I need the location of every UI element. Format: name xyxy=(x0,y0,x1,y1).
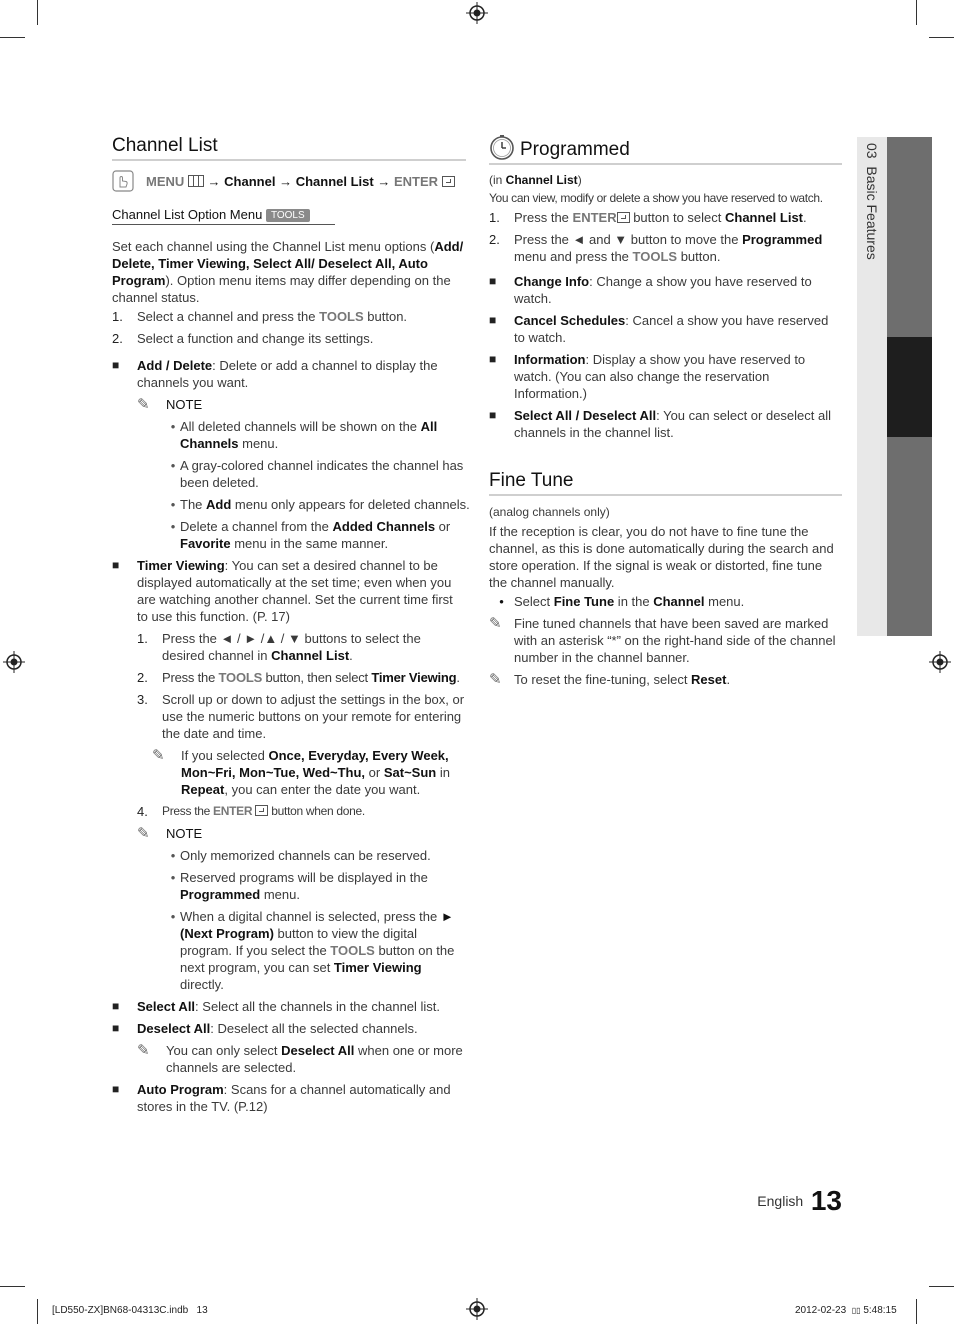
path-channel: Channel xyxy=(224,173,276,189)
registration-mark-icon xyxy=(3,651,25,673)
crop-mark xyxy=(37,1299,38,1324)
menu-path xyxy=(112,170,466,192)
option-menu-heading xyxy=(112,206,335,225)
sidebar-active-tab xyxy=(887,337,932,437)
list-item: ■ Information: Display a show you have reserved to watch. (You can also change the reservation Information.) xyxy=(489,352,806,401)
list-item: ■ Select All: Select all the channels in the channel list. xyxy=(112,999,441,1014)
note-pencil-icon: ✎ xyxy=(137,825,150,842)
crop-mark xyxy=(0,37,25,38)
enter-icon xyxy=(255,805,268,816)
page-number: 13 xyxy=(810,1185,842,1216)
list-item: ■ Timer Viewing: You can set a desired channel to be displayed automatically at the set time; even when you are watching another channel. Set the current time first to use this function. (P. 17) xyxy=(112,558,453,624)
note-item: ✎ To reset the fine-tuning, select Reset. xyxy=(489,671,731,688)
section-heading xyxy=(489,134,842,165)
crop-mark xyxy=(0,1286,25,1287)
path-enter: ENTER xyxy=(393,173,439,189)
programmed-section xyxy=(489,134,842,688)
crop-mark xyxy=(916,0,917,25)
list-item: 1. Press the ENTER button to select Channel List. xyxy=(489,210,807,225)
list-item: • Only memorized channels can be reserved. xyxy=(170,848,431,863)
list-item: 2. Select a function and change its settings. xyxy=(112,331,374,346)
intro-paragraph: Set each channel using the Channel List menu options (Add/ Delete, Timer Viewing, Select All/ Deselect All, Auto Program). Option menu items may differ depending on the channel status. xyxy=(112,239,464,305)
list-item: • A gray-colored channel indicates the channel has been deleted. xyxy=(170,458,464,490)
fine-tune-paragraph: If the reception is clear, you do not have to fine tune the channel, as this is done automatically during the search and store operation. If the signal is weak or distorted, fine tune the channel manually. xyxy=(489,524,834,590)
path-arrow: → xyxy=(377,173,391,189)
path-channel-list: Channel List xyxy=(295,173,374,189)
print-timestamp: 2012-02-23 ▯▯ 5:48:15 xyxy=(795,1305,897,1316)
note-pencil-icon: ✎ xyxy=(137,1042,150,1059)
list-item: ■ Select All / Deselect All: You can select or deselect all channels in the channel list. xyxy=(489,408,831,440)
list-item: 1. Press the ◄ / ► /▲ / ▼ buttons to select the desired channel in Channel List. xyxy=(137,631,421,663)
list-item: ■ Deselect All: Deselect all the selected channels. xyxy=(112,1021,418,1036)
enter-icon xyxy=(442,176,455,187)
list-item: 2. Press the ◄ and ▼ button to move the Programmed menu and press the TOOLS button. xyxy=(489,232,823,264)
page-footer xyxy=(700,1186,842,1216)
crop-mark xyxy=(916,1299,917,1324)
note-pencil-icon: ✎ xyxy=(489,671,502,688)
context-note: (in Channel List) xyxy=(489,173,582,187)
note-pencil-icon: ✎ xyxy=(137,396,150,413)
note-item: ✎ You can only select Deselect All when one or more channels are selected. xyxy=(137,1042,463,1075)
section-heading xyxy=(489,469,842,496)
list-item: 4. Press the ENTER button when done. xyxy=(137,804,365,819)
section-heading xyxy=(112,134,466,161)
list-item: 3. Scroll up or down to adjust the settings in the box, or use the numeric buttons on your remote for entering the date and time. xyxy=(137,692,465,741)
list-item: ■ Cancel Schedules: Cancel a show you have reserved to watch. xyxy=(489,313,829,345)
remote-hand-icon xyxy=(112,170,134,192)
print-slug: [LD550-ZX]BN68-04313C.indb 13 xyxy=(52,1305,208,1316)
sidebar-chapter-label xyxy=(863,143,881,260)
note-pencil-icon: ✎ xyxy=(489,615,502,632)
note-pencil-icon: ✎ xyxy=(152,747,165,764)
enter-icon xyxy=(617,212,630,223)
chapter-title: Basic Features xyxy=(864,166,880,260)
path-arrow: → xyxy=(207,173,221,189)
note-item: ✎ Fine tuned channels that have been saved are marked with an asterisk “*” on the right-hand side of the channel number in the channel banner. xyxy=(489,615,836,665)
list-item: • Delete a channel from the Added Channels or Favorite menu in the same manner. xyxy=(170,519,451,551)
list-item: 2. Press the TOOLS button, then select Timer Viewing. xyxy=(137,670,460,685)
menu-grid-icon xyxy=(188,175,204,187)
crop-mark xyxy=(37,0,38,25)
list-item: • Reserved programs will be displayed in the Programmed menu. xyxy=(170,870,428,902)
menu-label: MENU xyxy=(146,173,185,189)
crop-mark xyxy=(929,37,954,38)
registration-mark-icon xyxy=(929,651,951,673)
list-item: 1. Select a channel and press the TOOLS button. xyxy=(112,309,408,324)
list-item: • When a digital channel is selected, press the ► (Next Program) button to view the digital program. If you select the TOOLS button on the next program, you can set Timer Viewing directly. xyxy=(170,909,455,992)
note-heading: ✎ NOTE xyxy=(137,825,203,842)
chapter-sidebar xyxy=(857,137,932,636)
channel-list-section xyxy=(112,134,470,1115)
section-title: Fine Tune xyxy=(489,470,574,491)
chapter-number: 03 xyxy=(864,143,880,159)
list-item: ■ Change Info: Change a show you have reserved to watch. xyxy=(489,274,812,306)
list-item: • All deleted channels will be shown on the All Channels menu. xyxy=(170,419,438,451)
registration-mark-icon xyxy=(466,2,488,24)
note-heading: ✎ NOTE xyxy=(137,396,203,413)
context-note: (analog channels only) xyxy=(489,505,610,519)
section-title: Programmed xyxy=(520,139,630,160)
list-item: ■ Add / Delete: Delete or add a channel to display the channels you want. xyxy=(112,358,438,390)
path-arrow: → xyxy=(279,173,293,189)
language-label: English xyxy=(757,1193,804,1209)
list-item: • The Add menu only appears for deleted channels. xyxy=(170,497,470,512)
tools-badge: TOOLS xyxy=(266,209,310,222)
list-item: ■ Auto Program: Scans for a channel automatically and stores in the TV. (P.12) xyxy=(112,1082,451,1114)
registration-mark-icon xyxy=(466,1298,488,1320)
crop-mark xyxy=(929,1286,954,1287)
section-title: Channel List xyxy=(112,135,218,156)
description: You can view, modify or delete a show you have reserved to watch. xyxy=(489,191,823,205)
option-menu-label: Channel List Option Menu xyxy=(112,207,263,222)
list-item: • Select Fine Tune in the Channel menu. xyxy=(499,594,745,609)
note-item: ✎ If you selected Once, Everyday, Every Week, Mon~Fri, Mon~Tue, Wed~Thu, or Sat~Sun in Repeat, you can enter the date you want. xyxy=(152,747,450,797)
clock-icon xyxy=(489,134,515,160)
